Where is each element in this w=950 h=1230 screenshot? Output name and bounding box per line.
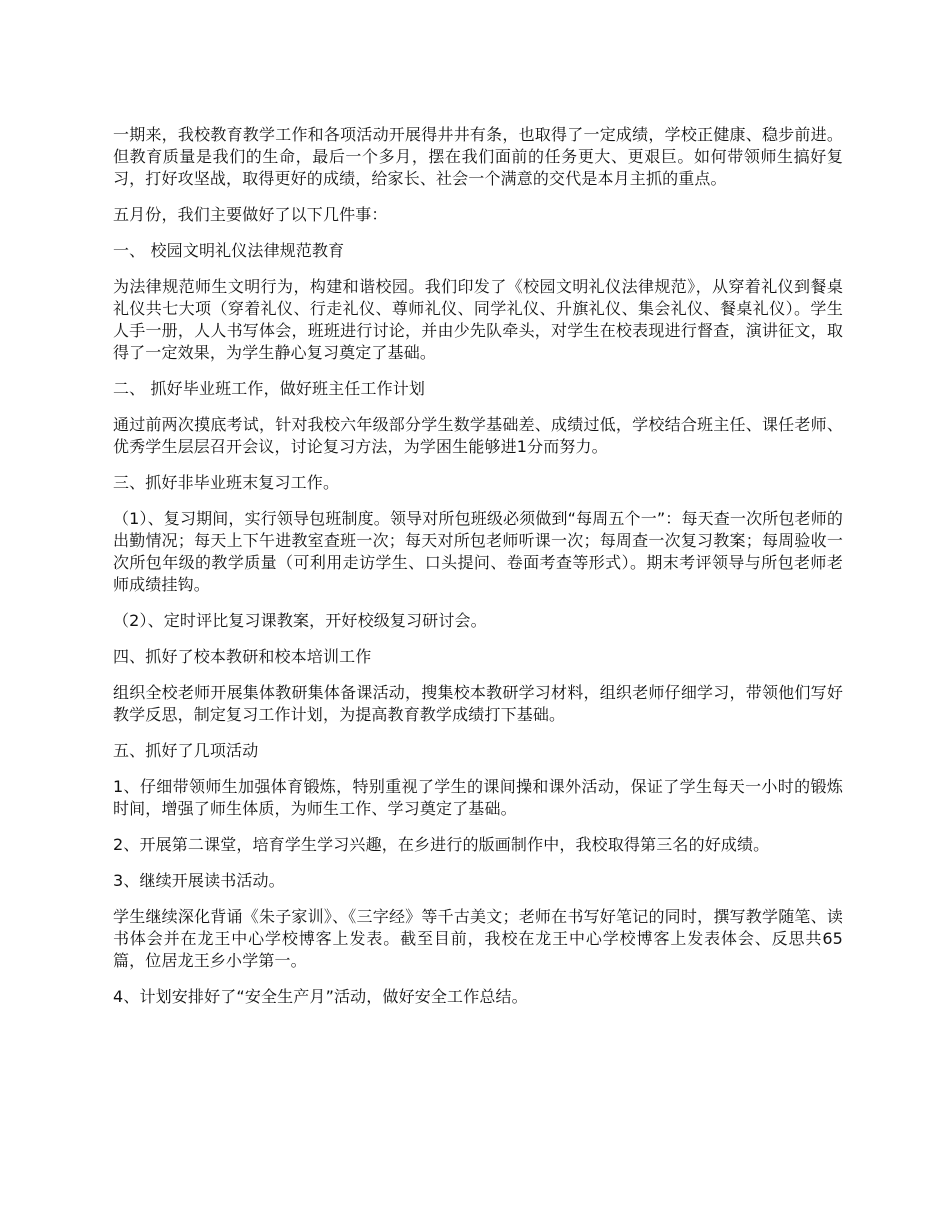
summary-lead: 五月份，我们主要做好了以下几件事： [113,205,388,224]
section-heading-4: 四、抓好了校本教研和校本培训工作 [113,647,372,666]
section-5-item-3: 3、继续开展读书活动。 [113,871,285,890]
intro-paragraph: 一期来，我校教育教学工作和各项活动开展得井井有条，也取得了一定成绩，学校正健康、稳步前进。但教育质量是我们的生命，最后一个多月，摆在我们面前的任务更大、更艰巨。如何带领师生搞好复习，打好攻坚战，取得更好的成绩，给家长、社会一个满意的交代是本月主抓的重点。 [113,125,843,188]
section-5-item-2: 2、开展第二课堂，培育学生学习兴趣，在乡进行的版画制作中，我校取得第三名的好成绩。 [113,835,770,854]
section-4-paragraph: 组织全校老师开展集体教研集体备课活动，搜集校本教研学习材料，组织老师仔细学习，带领他们写好教学反思，制定复习工作计划，为提高教育教学成绩打下基础。 [113,683,843,724]
section-heading-2: 二、 抓好毕业班工作，做好班主任工作计划 [113,379,426,398]
section-2-paragraph: 通过前两次摸底考试，针对我校六年级部分学生数学基础差、成绩过低，学校结合班主任、课任老师、优秀学生层层召开会议，讨论复习方法，为学困生能够进1分而努力。 [113,415,843,456]
section-3-item-1: （1）、复习期间，实行领导包班制度。领导对所包班级必须做到“每周五个一”：每天查一次所包老师的出勤情况；每天上下午进教室查班一次；每天对所包老师听课一次；每周查一次复习教案；每周验收一次所包年级的教学质量（可利用走访学生、口头提问、卷面考查等形式）。期末考评领导与所包老师老师成绩挂钩。 [113,509,843,594]
document-body [113,124,843,1022]
section-5-item-1: 1、仔细带领师生加强体育锻炼，特别重视了学生的课间操和课外活动，保证了学生每天一小时的锻炼时间，增强了师生体质，为师生工作、学习奠定了基础。 [113,777,843,818]
section-heading-1: 一、 校园文明礼仪法律规范教育 [113,241,345,260]
section-5-item-3-detail: 学生继续深化背诵《朱子家训》、《三字经》等千古美文；老师在书写好笔记的同时，撰写教学随笔、读书体会并在龙王中心学校博客上发表。截至目前，我校在龙王中心学校博客上发表体会、反思共65篇，位居龙王乡小学第一。 [113,907,843,970]
section-heading-3: 三、抓好非毕业班末复习工作。 [113,473,340,492]
section-1-paragraph: 为法律规范师生文明行为，构建和谐校园。我们印发了《校园文明礼仪法律规范》，从穿着礼仪到餐桌礼仪共七大项（穿着礼仪、行走礼仪、尊师礼仪、同学礼仪、升旗礼仪、集会礼仪、餐桌礼仪）。学生人手一册，人人书写体会，班班进行讨论，并由少先队牵头，对学生在校表现进行督查，演讲征文，取得了一定效果，为学生静心复习奠定了基础。 [113,277,843,362]
section-3-item-2: （2）、定时评比复习课教案，开好校级复习研讨会。 [113,611,487,630]
section-heading-5: 五、抓好了几项活动 [113,741,259,760]
section-5-item-4: 4、计划安排好了“安全生产月”活动，做好安全工作总结。 [113,987,528,1006]
